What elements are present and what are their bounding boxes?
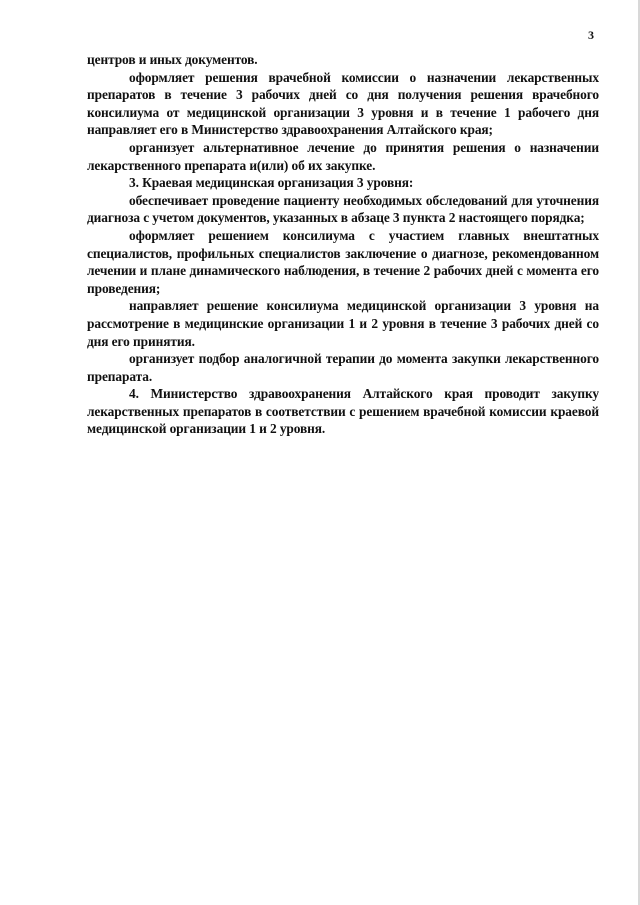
page-number: 3 [588,28,594,42]
paragraph-5: обеспечивает проведение пациенту необходимых обследований для уточнения диагноза с учетом документов, указанных в абзаце 3 пункта 2 настоящего порядка; [87,192,599,226]
paragraph-1: центров и иных документов. [87,52,258,67]
document-body [87,51,599,438]
paragraph-2: оформляет решения врачебной комиссии о назначении лекарственных препаратов в течение 3 рабочих дней со дня получения решения врачебного консилиума от медицинской организации 3 уровня и в течение 1 рабочего дня направляет его в Министерство здравоохранения Алтайского края; [87,69,599,138]
section-3-heading: 3. Краевая медицинская организация 3 уровня: [129,175,414,191]
paragraph-6: оформляет решением консилиума с участием главных внештатных специалистов, профильных специалистов заключение о диагнозе, рекомендованном лечении и плане динамического наблюдения, в течение 2 рабочих дней с момента его проведения; [87,227,599,296]
paragraph-8: организует подбор аналогичной терапии до момента закупки лекарственного препарата. [87,351,599,384]
section-4-paragraph: 4. Министерство здравоохранения Алтайского края проводит закупку лекарственных препаратов в соответствии с решением врачебной комиссии краевой медицинской организации 1 и 2 уровня. [87,386,599,437]
paragraph-7: направляет решение консилиума медицинской организации 3 уровня на рассмотрение в медицинские организации 1 и 2 уровня в течение 3 рабочих дней со дня его принятия. [87,298,599,349]
paragraph-3: организует альтернативное лечение до принятия решения о назначении лекарственного препарата и(или) об их закупке. [87,139,599,173]
